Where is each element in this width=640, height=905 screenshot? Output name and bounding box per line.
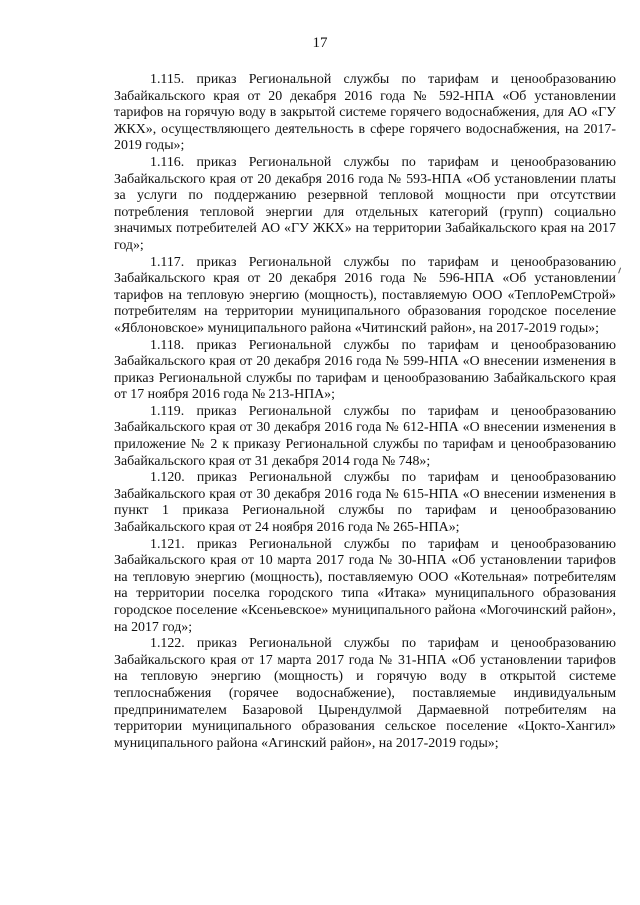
clause-1-116: 1.116. приказ Региональной службы по тарифам и ценообразованию Забайкальского края от 20 декабря 2016 года № 593-НПА «Об установлении платы за услуги по поддержанию резервной тепловой мощности при отсутствии потребления тепловой энергии для отдельных категорий (групп) социально значимых потребителей АО «ГУ ЖКХ» на территории Забайкальского края на 2017 год»; [114, 154, 616, 253]
document-body [114, 72, 616, 752]
clause-1-117: 1.117. приказ Региональной службы по тарифам и ценообразованию Забайкальского края от 20 декабря 2016 года № 596-НПА «Об установлении тарифов на тепловую энергию (мощность), поставляемую ООО «ТеплоРемСтрой» потребителям на территории муниципального образования городское поселение «Яблоновское» муниципального района «Читинский район», на 2017-2019 годы»; [114, 254, 616, 336]
scan-mark [618, 267, 624, 274]
clause-1-121: 1.121. приказ Региональной службы по тарифам и ценообразованию Забайкальского края от 10 марта 2017 года № 30-НПА «Об установлении тарифов на тепловую энергию (мощность), поставляемую ООО «Котельная» потребителям на территории поселка городского типа «Итака» муниципального образования городское поселение «Ксеньевское» муниципального района «Могочинский район», на 2017 год»; [114, 536, 616, 635]
clause-1-119: 1.119. приказ Региональной службы по тарифам и ценообразованию Забайкальского края от 30 декабря 2016 года № 612-НПА «О внесении изменения в приложение № 2 к приказу Региональной службы по тарифам и ценообразованию Забайкальского края от 31 декабря 2014 года № 748»; [114, 403, 616, 469]
clause-1-115: 1.115. приказ Региональной службы по тарифам и ценообразованию Забайкальского края от 20 декабря 2016 года № 592-НПА «Об установлении тарифов на горячую воду в закрытой системе горячего водоснабжения, для АО «ГУ ЖКХ», осуществляющего деятельность в сфере горячего водоснабжения, на 2017-2019 годы»; [114, 72, 616, 154]
clause-1-118: 1.118. приказ Региональной службы по тарифам и ценообразованию Забайкальского края от 20 декабря 2016 года № 599-НПА «О внесении изменения в приказ Региональной службы по тарифам и ценообразованию Забайкальского края от 17 ноября 2016 года № 213-НПА»; [114, 337, 616, 403]
clause-1-122: 1.122. приказ Региональной службы по тарифам и ценообразованию Забайкальского края от 17 марта 2017 года № 31-НПА «Об установлении тарифов на тепловую энергию (мощность) и горячую воду в открытой системе теплоснабжения (горячее водоснабжение), поставляемые индивидуальным предпринимателем Базаровой Цырендулмой Дармаевной потребителям на территории муниципального образования сельское поселение «Цокто-Хангил» муниципального района «Агинский район», на 2017-2019 годы»; [114, 636, 616, 751]
clause-1-120: 1.120. приказ Региональной службы по тарифам и ценообразованию Забайкальского края от 30 декабря 2016 года № 615-НПА «О внесении изменения в пункт 1 приказа Региональной службы по тарифам и ценообразованию Забайкальского края от 24 ноября 2016 года № 265-НПА»; [114, 470, 616, 536]
page-number: 17 [312, 35, 328, 51]
